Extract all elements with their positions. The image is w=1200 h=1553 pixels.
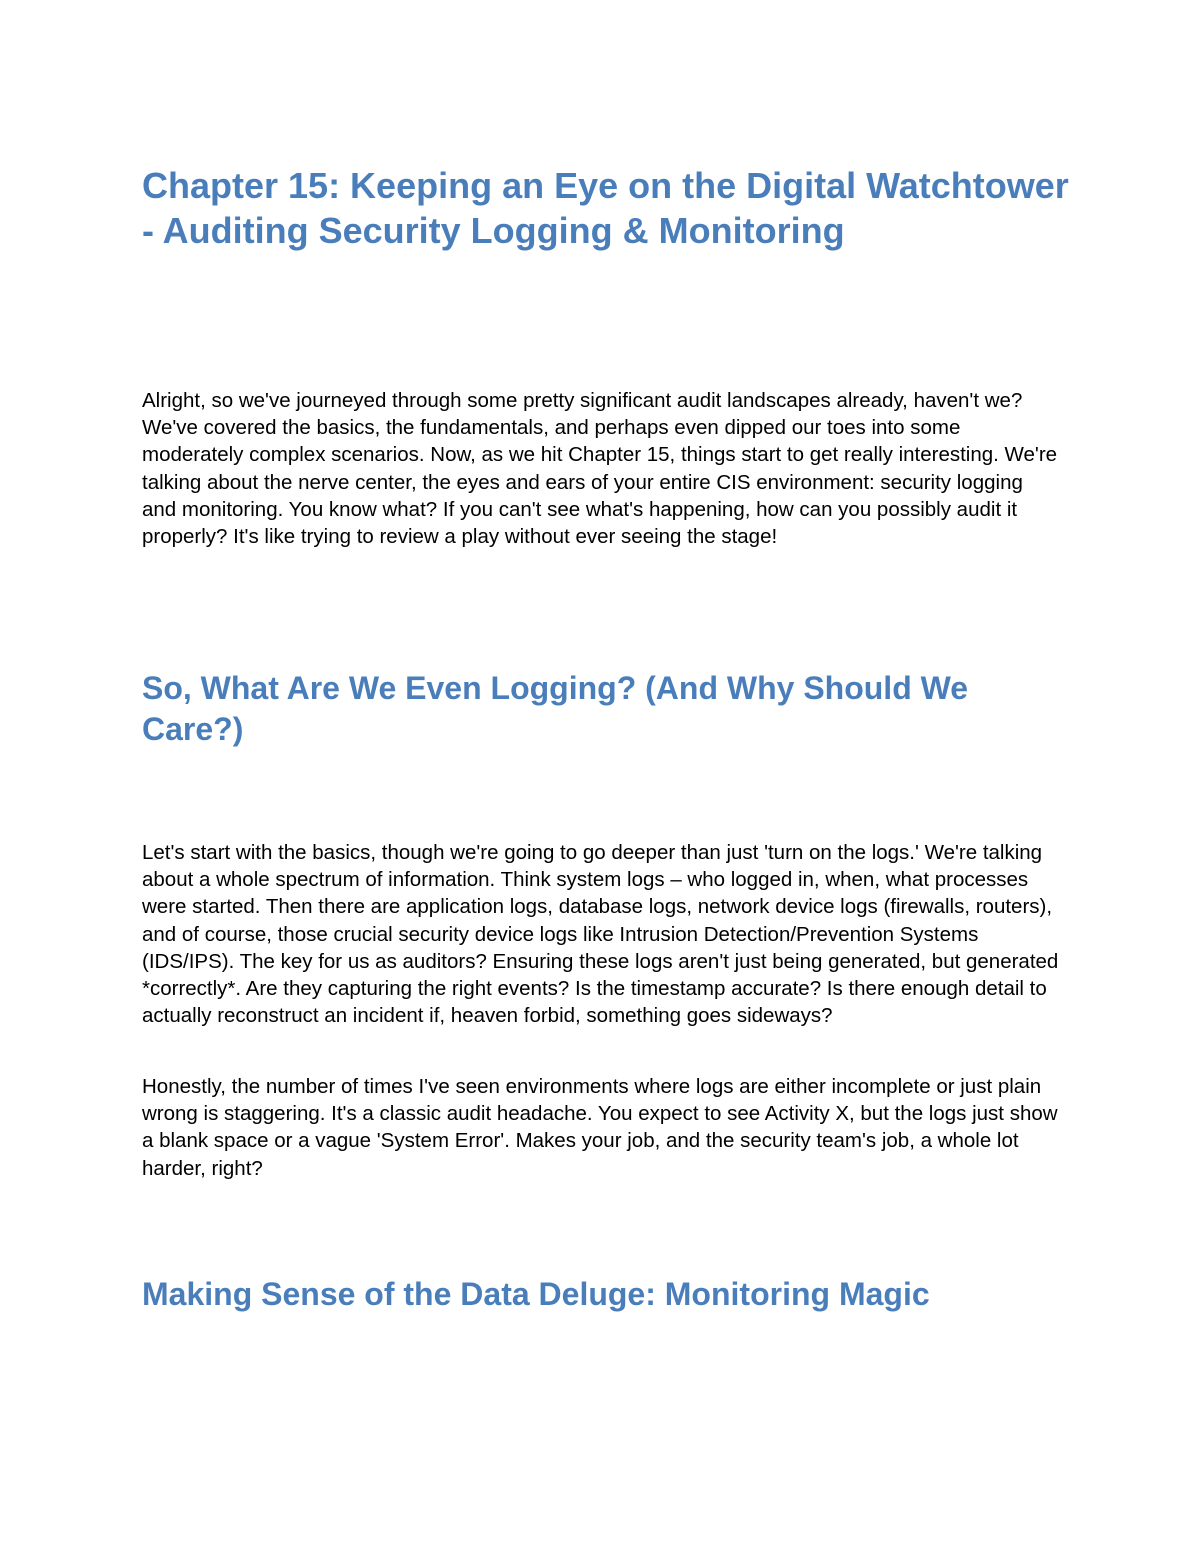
section-heading-logging: So, What Are We Even Logging? (And Why Should We Care?) [142,670,969,747]
section-paragraph: Let's start with the basics, though we're going to go deeper than just 'turn on the logs.' We're talking about a whole spectrum of information. Think system logs – who logged in, when, what processes were started. Then there are application logs, database logs, network device logs (firewalls, routers), and of course, those crucial security device logs like Intrusion Detection/Prevention Systems (IDS/IPS). The key for us as auditors? Ensuring these logs aren't just being generated, but generated *correctly*. Are they capturing the right events? Is the timestamp accurate? Is there enough detail to actually reconstruct an incident if, heaven forbid, something goes sideways? [142,841,1059,1028]
section-paragraph: Honestly, the number of times I've seen environments where logs are either incomplete or just plain wrong is staggering. It's a classic audit headache. You expect to see Activity X, but the logs just show a blank space or a vague 'System Error'. Makes your job, and the security team's job, a whole lot harder, right? [142,1075,1058,1180]
chapter-title: Chapter 15: Keeping an Eye on the Digital Watchtower - Auditing Security Logging & Monitoring [142,165,1069,251]
section-heading-monitoring: Making Sense of the Data Deluge: Monitoring Magic [142,1276,930,1312]
intro-paragraph: Alright, so we've journeyed through some pretty significant audit landscapes already, haven't we? We've covered the basics, the fundamentals, and perhaps even dipped our toes into some moderately complex scenarios. Now, as we hit Chapter 15, things start to get really interesting. We're talking about the nerve center, the eyes and ears of your entire CIS environment: security logging and monitoring. You know what? If you can't see what's happening, how can you possibly audit it properly? It's like trying to review a play without ever seeing the stage! [142,389,1058,549]
